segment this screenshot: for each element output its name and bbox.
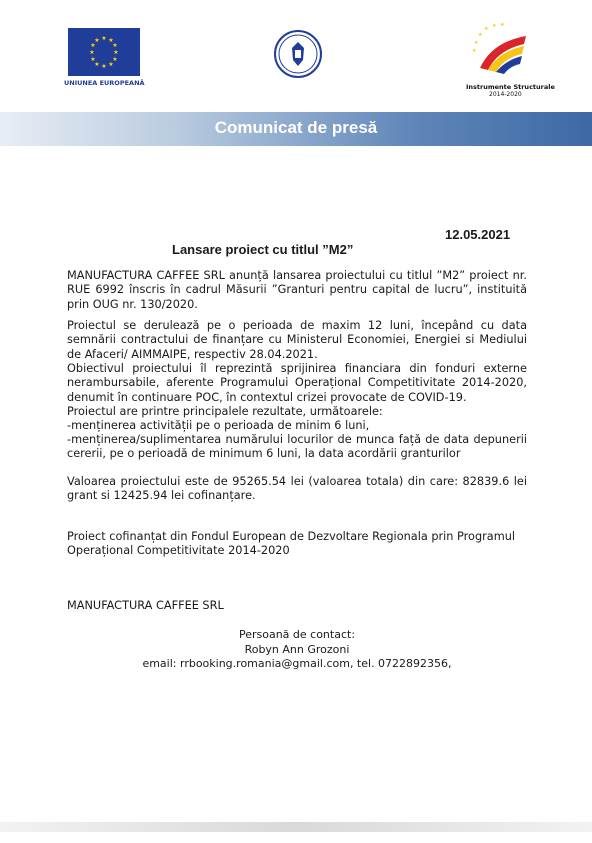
release-date: 12.05.2021 [445,227,511,242]
contact-details: email: rrbooking.romania@gmail.com, tel. 0722892356, [142,657,452,670]
svg-text:★: ★ [89,49,95,56]
contact-label: Persoană de contact: [238,628,356,641]
banner-title: Comunicat de presă [214,118,378,137]
eu-flag-logo [68,28,140,76]
romanian-government-seal-logo [274,30,322,78]
svg-text:★: ★ [90,56,96,63]
paragraph-results-intro: Proiectul are printre principalele rezultate, următoarele: [67,405,383,418]
svg-text:★: ★ [108,37,114,44]
svg-text:★: ★ [484,26,489,32]
structural-instruments-logo [472,22,532,78]
svg-text:★: ★ [474,40,479,46]
paragraph-cofinancing: Proiect cofinanțat din Fondul European de Dezvoltare Regionala prin Programul Operațional Competitivitate 2014-2020 [67,530,516,558]
project-title: Lansare proiect cu titlul ”M2” [172,242,354,257]
paragraph-objective: Obiectivul proiectului îl reprezintă sprijinirea financiara din fonduri externe nerambursabile, aferente Programului Operațional Competitivitate 2014-2020, denumit în continuare POC, în contextul crizei provocate de COVID-19. [67,362,527,404]
paragraph-duration: Proiectul se derulează pe o perioada de maxim 12 luni, începând cu data semnării contractului de finanțare cu Ministerul Economiei, Energiei si Mediului de Afaceri/ AIMMAIPE, respectiv 28.04.2021. [67,319,527,361]
result-item-2: -menținerea/suplimentarea numărului locurilor de munca față de data depunerii cererii, pe o perioadă de minimum 6 luni, la data acordării granturilor [67,433,527,461]
structural-instruments-icon [472,22,532,78]
svg-text:★: ★ [472,48,477,54]
structural-instruments-years: 2014-2020 [489,91,522,98]
paragraph-announcement: MANUFACTURA CAFFEE SRL anunță lansarea proiectului cu titlul ”M2” proiect nr. RUE 6992 înscris în cadrul Măsurii ”Granturi pentru capital de lucru”, instituită prin OUG nr. 130/2020. [67,269,527,311]
svg-text:★: ★ [94,61,100,68]
svg-text:★: ★ [108,61,114,68]
svg-text:★: ★ [112,56,118,63]
svg-text:★: ★ [500,22,505,28]
svg-text:★: ★ [492,23,497,29]
structural-instruments-label: Instrumente Structurale [466,83,555,91]
footer-rule [0,822,592,832]
result-item-1: -menținerea activității pe o perioada de minim 6 luni, [67,419,370,432]
company-name: MANUFACTURA CAFFEE SRL [67,599,224,612]
eu-label: UNIUNEA EUROPEANĂ [64,79,145,87]
paragraph-project-value: Valoarea proiectului este de 95265.54 lei (valoarea totala) din care: 82839.6 lei grant si 12425.94 lei cofinanțare. [67,475,527,503]
svg-text:★: ★ [113,49,119,56]
svg-text:★: ★ [101,35,107,42]
contact-name: Robyn Ann Grozoni [244,643,350,656]
svg-text:★: ★ [94,37,100,44]
svg-text:★: ★ [90,42,96,49]
svg-text:★: ★ [112,42,118,49]
coat-of-arms-icon [276,32,320,76]
svg-text:★: ★ [478,32,483,38]
svg-text:★: ★ [101,63,107,70]
eu-stars-icon [68,28,140,76]
